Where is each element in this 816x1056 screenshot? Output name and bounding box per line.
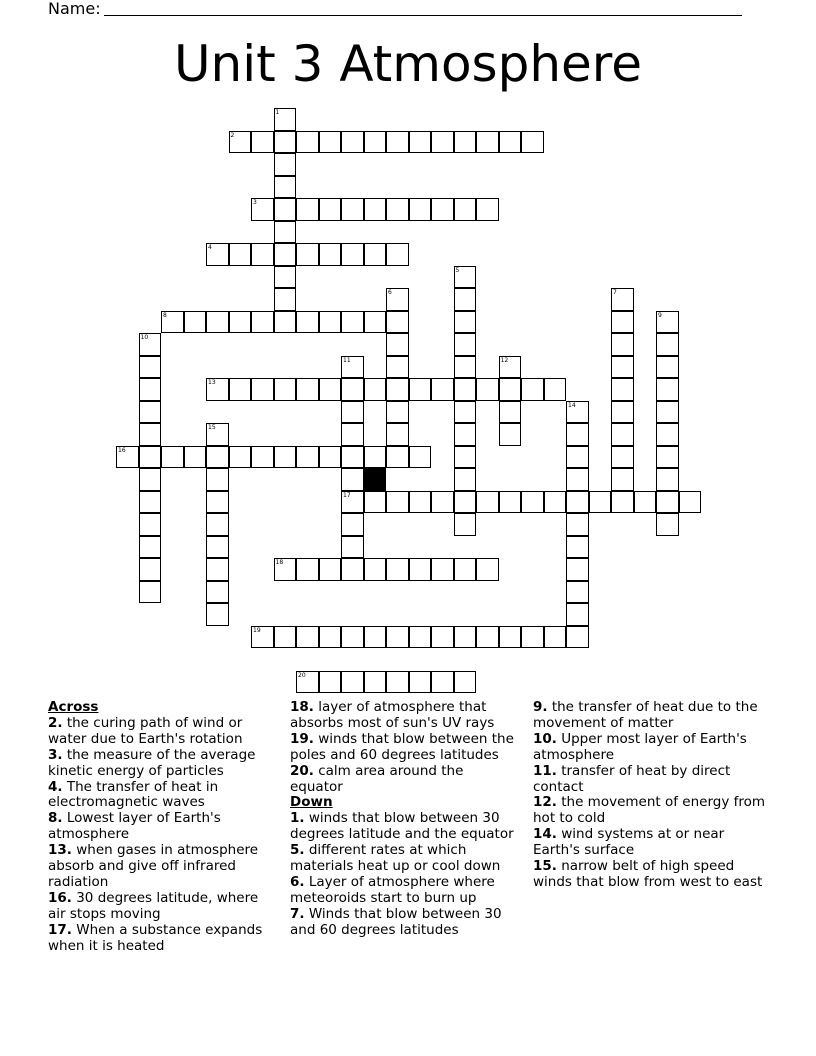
crossword-cell[interactable]: [139, 333, 162, 356]
crossword-cell[interactable]: [566, 446, 589, 469]
crossword-cell[interactable]: [454, 288, 477, 311]
crossword-cell[interactable]: [454, 333, 477, 356]
crossword-cell[interactable]: [206, 581, 229, 604]
crossword-cell[interactable]: [499, 131, 522, 154]
crossword-cell[interactable]: [611, 446, 634, 469]
crossword-cell[interactable]: [386, 356, 409, 379]
crossword-cell[interactable]: [341, 671, 364, 694]
down-heading: Down: [290, 794, 333, 811]
crossword-cell[interactable]: [206, 491, 229, 514]
crossword-cell[interactable]: [251, 378, 274, 401]
crossword-cell[interactable]: [521, 378, 544, 401]
across-clue: 2. the curing path of wind or water due to Earth's rotation: [48, 714, 243, 747]
across-clue: 13. when gases in atmosphere absorb and give off infrared radiation: [48, 842, 259, 890]
crossword-cell[interactable]: [274, 446, 297, 469]
crossword-cell[interactable]: [611, 311, 634, 334]
crossword-cell[interactable]: [454, 671, 477, 694]
clue-number: 10: [140, 334, 149, 341]
across-heading: Across: [48, 699, 99, 715]
crossword-cell[interactable]: [521, 131, 544, 154]
crossword-cell[interactable]: [566, 423, 589, 446]
crossword-cell[interactable]: [409, 671, 432, 694]
clues-column-1: [48, 700, 268, 955]
crossword-cell[interactable]: [364, 311, 387, 334]
crossword-cell[interactable]: [679, 491, 702, 514]
crossword-cell[interactable]: [454, 423, 477, 446]
crossword-cell[interactable]: [409, 626, 432, 649]
crossword-cell[interactable]: [139, 401, 162, 424]
crossword-cell[interactable]: [319, 198, 342, 221]
crossword-cell[interactable]: [476, 131, 499, 154]
crossword-cell[interactable]: [409, 198, 432, 221]
crossword-cell[interactable]: [274, 626, 297, 649]
crossword-cell[interactable]: [611, 288, 634, 311]
crossword-cell[interactable]: [431, 491, 454, 514]
crossword-cell[interactable]: [454, 491, 477, 514]
crossword-cell[interactable]: [229, 378, 252, 401]
across-clue: 18. layer of atmosphere that absorbs most of sun's UV rays: [290, 699, 495, 731]
crossword-cell[interactable]: [319, 131, 342, 154]
crossword-cell[interactable]: [251, 446, 274, 469]
crossword-cell[interactable]: [656, 378, 679, 401]
crossword-cell[interactable]: [386, 671, 409, 694]
crossword-cell[interactable]: [229, 243, 252, 266]
blocked-cell: [364, 468, 387, 491]
crossword-cell[interactable]: [476, 198, 499, 221]
clue-number: 9: [658, 311, 662, 319]
crossword-cell[interactable]: [341, 513, 364, 536]
down-clue: 12. the movement of energy from hot to cold: [533, 794, 766, 827]
crossword-cell[interactable]: [566, 581, 589, 604]
crossword-cell[interactable]: [206, 558, 229, 581]
crossword-cell[interactable]: [296, 446, 319, 469]
down-clue: 11. transfer of heat by direct contact: [533, 762, 731, 795]
crossword-cell[interactable]: [656, 513, 679, 536]
crossword-cell[interactable]: [409, 491, 432, 514]
down-clue: 9. the transfer of heat due to the movement of matter: [533, 699, 758, 731]
crossword-cell[interactable]: [499, 356, 522, 379]
crossword-cell[interactable]: [364, 198, 387, 221]
crossword-cell[interactable]: [319, 558, 342, 581]
crossword-cell[interactable]: [161, 311, 184, 334]
name-label: Name:: [48, 0, 101, 18]
crossword-cell[interactable]: [274, 243, 297, 266]
crossword-cell[interactable]: [566, 536, 589, 559]
clue-number: 3: [253, 199, 257, 206]
crossword-cell[interactable]: [611, 333, 634, 356]
crossword-cell[interactable]: [364, 131, 387, 154]
crossword-cell[interactable]: [566, 401, 589, 424]
crossword-cell[interactable]: [499, 423, 522, 446]
crossword-cell[interactable]: [139, 468, 162, 491]
crossword-cell[interactable]: [229, 131, 252, 154]
crossword-cell[interactable]: [364, 243, 387, 266]
crossword-cell[interactable]: [611, 378, 634, 401]
crossword-cell[interactable]: [274, 288, 297, 311]
crossword-cell[interactable]: [251, 311, 274, 334]
crossword-cell[interactable]: [454, 558, 477, 581]
crossword-cell[interactable]: [229, 311, 252, 334]
crossword-cell[interactable]: [544, 378, 567, 401]
crossword-cell[interactable]: [566, 603, 589, 626]
clue-number: 8: [163, 311, 167, 319]
crossword-cell[interactable]: [499, 491, 522, 514]
crossword-cell[interactable]: [386, 198, 409, 221]
crossword-cell[interactable]: [296, 626, 319, 649]
crossword-cell[interactable]: [656, 446, 679, 469]
crossword-cell[interactable]: [454, 401, 477, 424]
clue-number: 14: [568, 401, 576, 409]
crossword-cell[interactable]: [341, 311, 364, 334]
crossword-cell[interactable]: [206, 378, 229, 401]
crossword-cell[interactable]: [251, 198, 274, 221]
crossword-cell[interactable]: [206, 311, 229, 334]
crossword-cell[interactable]: [544, 491, 567, 514]
crossword-cell[interactable]: [611, 401, 634, 424]
clue-number: 19: [253, 626, 261, 634]
crossword-cell[interactable]: [206, 243, 229, 266]
crossword-cell[interactable]: [499, 626, 522, 649]
down-clue: 5. different rates at which materials heat up or cool down: [290, 842, 501, 875]
crossword-cell[interactable]: [454, 626, 477, 649]
across-clue: 17. When a substance expands when it is heated: [48, 921, 263, 954]
crossword-cell[interactable]: [251, 243, 274, 266]
crossword-cell[interactable]: [476, 378, 499, 401]
crossword-cell[interactable]: [364, 671, 387, 694]
crossword-cell[interactable]: [319, 378, 342, 401]
crossword-cell[interactable]: [431, 131, 454, 154]
crossword-cell[interactable]: [566, 491, 589, 514]
crossword-cell[interactable]: [206, 536, 229, 559]
clue-number: 11: [343, 356, 351, 364]
crossword-cell[interactable]: [476, 491, 499, 514]
crossword-cell[interactable]: [386, 288, 409, 311]
crossword-cell[interactable]: [656, 491, 679, 514]
crossword-cell[interactable]: [566, 558, 589, 581]
crossword-cell[interactable]: [431, 671, 454, 694]
crossword-cell[interactable]: [296, 131, 319, 154]
crossword-cell[interactable]: [274, 131, 297, 154]
crossword-cell[interactable]: [409, 446, 432, 469]
clue-number: 16: [118, 446, 126, 454]
crossword-cell[interactable]: [611, 423, 634, 446]
crossword-cell[interactable]: [454, 266, 477, 289]
crossword-cell[interactable]: [229, 446, 252, 469]
crossword-cell[interactable]: [431, 378, 454, 401]
crossword-cell[interactable]: [341, 558, 364, 581]
crossword-cell[interactable]: [656, 423, 679, 446]
crossword-cell[interactable]: [206, 513, 229, 536]
crossword-cell[interactable]: [409, 378, 432, 401]
crossword-cell[interactable]: [364, 378, 387, 401]
crossword-cell[interactable]: [296, 198, 319, 221]
crossword-cell[interactable]: [364, 446, 387, 469]
crossword-cell[interactable]: [341, 423, 364, 446]
crossword-cell[interactable]: [386, 423, 409, 446]
crossword-cell[interactable]: [341, 468, 364, 491]
clue-number: 2: [230, 131, 235, 139]
crossword-cell[interactable]: [386, 446, 409, 469]
crossword-cell[interactable]: [544, 626, 567, 649]
crossword-cell[interactable]: [499, 401, 522, 424]
crossword-cell[interactable]: [274, 311, 297, 334]
clue-number: 6: [388, 289, 392, 296]
crossword-cell[interactable]: [656, 468, 679, 491]
across-clue: 4. The transfer of heat in electromagnetic waves: [48, 778, 219, 811]
crossword-cell[interactable]: [454, 131, 477, 154]
crossword-cell[interactable]: [116, 446, 139, 469]
crossword-cell[interactable]: [139, 423, 162, 446]
crossword-cell[interactable]: [206, 468, 229, 491]
crossword-cell[interactable]: [206, 446, 229, 469]
crossword-cell[interactable]: [386, 626, 409, 649]
crossword-cell[interactable]: [454, 468, 477, 491]
crossword-cell[interactable]: [611, 491, 634, 514]
crossword-cell[interactable]: [319, 311, 342, 334]
crossword-cell[interactable]: [431, 558, 454, 581]
crossword-cell[interactable]: [341, 243, 364, 266]
crossword-cell[interactable]: [274, 266, 297, 289]
across-clue: 8. Lowest layer of Earth's atmosphere: [48, 810, 221, 843]
down-clue: 6. Layer of atmosphere where meteoroids start to burn up: [290, 873, 495, 906]
crossword-cell[interactable]: [364, 491, 387, 514]
crossword-cell[interactable]: [296, 671, 319, 694]
clues-column-3: [533, 700, 773, 891]
crossword-cell[interactable]: [476, 558, 499, 581]
crossword-cell[interactable]: [341, 401, 364, 424]
crossword-cell[interactable]: [206, 423, 229, 446]
down-clue: 1. winds that blow between 30 degrees latitude and the equator: [290, 810, 514, 843]
across-clue: 3. the measure of the average kinetic energy of particles: [48, 746, 256, 779]
crossword-cell[interactable]: [274, 153, 297, 176]
crossword-cell[interactable]: [341, 491, 364, 514]
crossword-cell[interactable]: [386, 243, 409, 266]
crossword-cell[interactable]: [364, 626, 387, 649]
crossword-cell[interactable]: [566, 468, 589, 491]
crossword-cell[interactable]: [431, 198, 454, 221]
crossword-cell[interactable]: [274, 558, 297, 581]
crossword-cell[interactable]: [454, 513, 477, 536]
down-clue: 14. wind systems at or near Earth's surface: [533, 826, 725, 859]
clue-number: 7: [613, 289, 617, 296]
crossword-cell[interactable]: [656, 311, 679, 334]
crossword-cell[interactable]: [319, 243, 342, 266]
crossword-cell[interactable]: [139, 491, 162, 514]
crossword-cell[interactable]: [499, 378, 522, 401]
crossword-cell[interactable]: [139, 513, 162, 536]
across-clue: 19. winds that blow between the poles and 60 degrees latitudes: [290, 730, 514, 763]
clue-number: 17: [343, 491, 351, 499]
crossword-cell[interactable]: [341, 446, 364, 469]
page-title: Unit 3 Atmosphere: [173, 35, 643, 93]
clue-number: 4: [208, 244, 212, 251]
crossword-cell[interactable]: [409, 558, 432, 581]
crossword-cell[interactable]: [139, 558, 162, 581]
crossword-cell[interactable]: [251, 626, 274, 649]
clue-number: 20: [298, 671, 306, 679]
crossword-cell[interactable]: [454, 311, 477, 334]
clue-number: 18: [275, 559, 284, 566]
crossword-cell[interactable]: [274, 221, 297, 244]
crossword-cell[interactable]: [521, 491, 544, 514]
crossword-cell[interactable]: [589, 491, 612, 514]
crossword-cell[interactable]: [184, 311, 207, 334]
clue-number: 5: [455, 266, 460, 274]
crossword-cell[interactable]: [319, 626, 342, 649]
crossword-cell[interactable]: [341, 356, 364, 379]
crossword-cell[interactable]: [139, 536, 162, 559]
crossword-cell[interactable]: [611, 356, 634, 379]
crossword-cell[interactable]: [454, 446, 477, 469]
crossword-cell[interactable]: [386, 311, 409, 334]
crossword-cell[interactable]: [386, 131, 409, 154]
crossword-cell[interactable]: [454, 198, 477, 221]
crossword-cell[interactable]: [476, 626, 499, 649]
crossword-cell[interactable]: [656, 356, 679, 379]
crossword-cell[interactable]: [656, 333, 679, 356]
crossword-cell[interactable]: [341, 536, 364, 559]
crossword-cell[interactable]: [566, 626, 589, 649]
crossword-cell[interactable]: [341, 131, 364, 154]
crossword-cell[interactable]: [319, 446, 342, 469]
crossword-cell[interactable]: [184, 446, 207, 469]
crossword-cell[interactable]: [296, 243, 319, 266]
crossword-cell[interactable]: [341, 378, 364, 401]
crossword-cell[interactable]: [274, 176, 297, 199]
clue-number: 12: [500, 356, 509, 364]
crossword-cell[interactable]: [161, 446, 184, 469]
crossword-cell[interactable]: [206, 603, 229, 626]
clue-number: 13: [208, 379, 216, 386]
crossword-cell[interactable]: [139, 356, 162, 379]
across-clue: 20. calm area around the equator: [290, 762, 464, 795]
crossword-cell[interactable]: [319, 671, 342, 694]
clues-column-2: [290, 700, 520, 939]
clue-number: 1: [275, 109, 280, 116]
down-clue: 15. narrow belt of high speed winds that blow from west to east: [533, 858, 763, 890]
crossword-cell[interactable]: [386, 378, 409, 401]
crossword-cell[interactable]: [454, 356, 477, 379]
crossword-cell[interactable]: [521, 626, 544, 649]
crossword-cell[interactable]: [139, 378, 162, 401]
across-clue: 16. 30 degrees latitude, where air stops moving: [48, 889, 259, 922]
crossword-cell[interactable]: [341, 626, 364, 649]
crossword-cell[interactable]: [656, 401, 679, 424]
crossword-cell[interactable]: [454, 378, 477, 401]
crossword-cell[interactable]: [364, 558, 387, 581]
crossword-cell[interactable]: [274, 108, 297, 131]
crossword-cell[interactable]: [296, 558, 319, 581]
down-clue: 10. Upper most layer of Earth's atmosphere: [533, 730, 747, 763]
crossword-cell[interactable]: [611, 468, 634, 491]
crossword-cell[interactable]: [274, 378, 297, 401]
crossword-cell[interactable]: [566, 513, 589, 536]
crossword-cell[interactable]: [386, 558, 409, 581]
crossword-cell[interactable]: [139, 446, 162, 469]
crossword-cell[interactable]: [386, 491, 409, 514]
crossword-cell[interactable]: [634, 491, 657, 514]
crossword-cell[interactable]: [139, 581, 162, 604]
down-clue: 7. Winds that blow between 30 and 60 degrees latitudes: [290, 905, 502, 938]
crossword-cell[interactable]: [296, 311, 319, 334]
crossword-cell[interactable]: [409, 131, 432, 154]
crossword-cell[interactable]: [386, 401, 409, 424]
crossword-cell[interactable]: [386, 333, 409, 356]
crossword-cell[interactable]: [341, 198, 364, 221]
crossword-cell[interactable]: [431, 626, 454, 649]
crossword-cell[interactable]: [251, 131, 274, 154]
crossword-cell[interactable]: [274, 198, 297, 221]
crossword-cell[interactable]: [296, 378, 319, 401]
clue-number: 15: [208, 424, 216, 431]
